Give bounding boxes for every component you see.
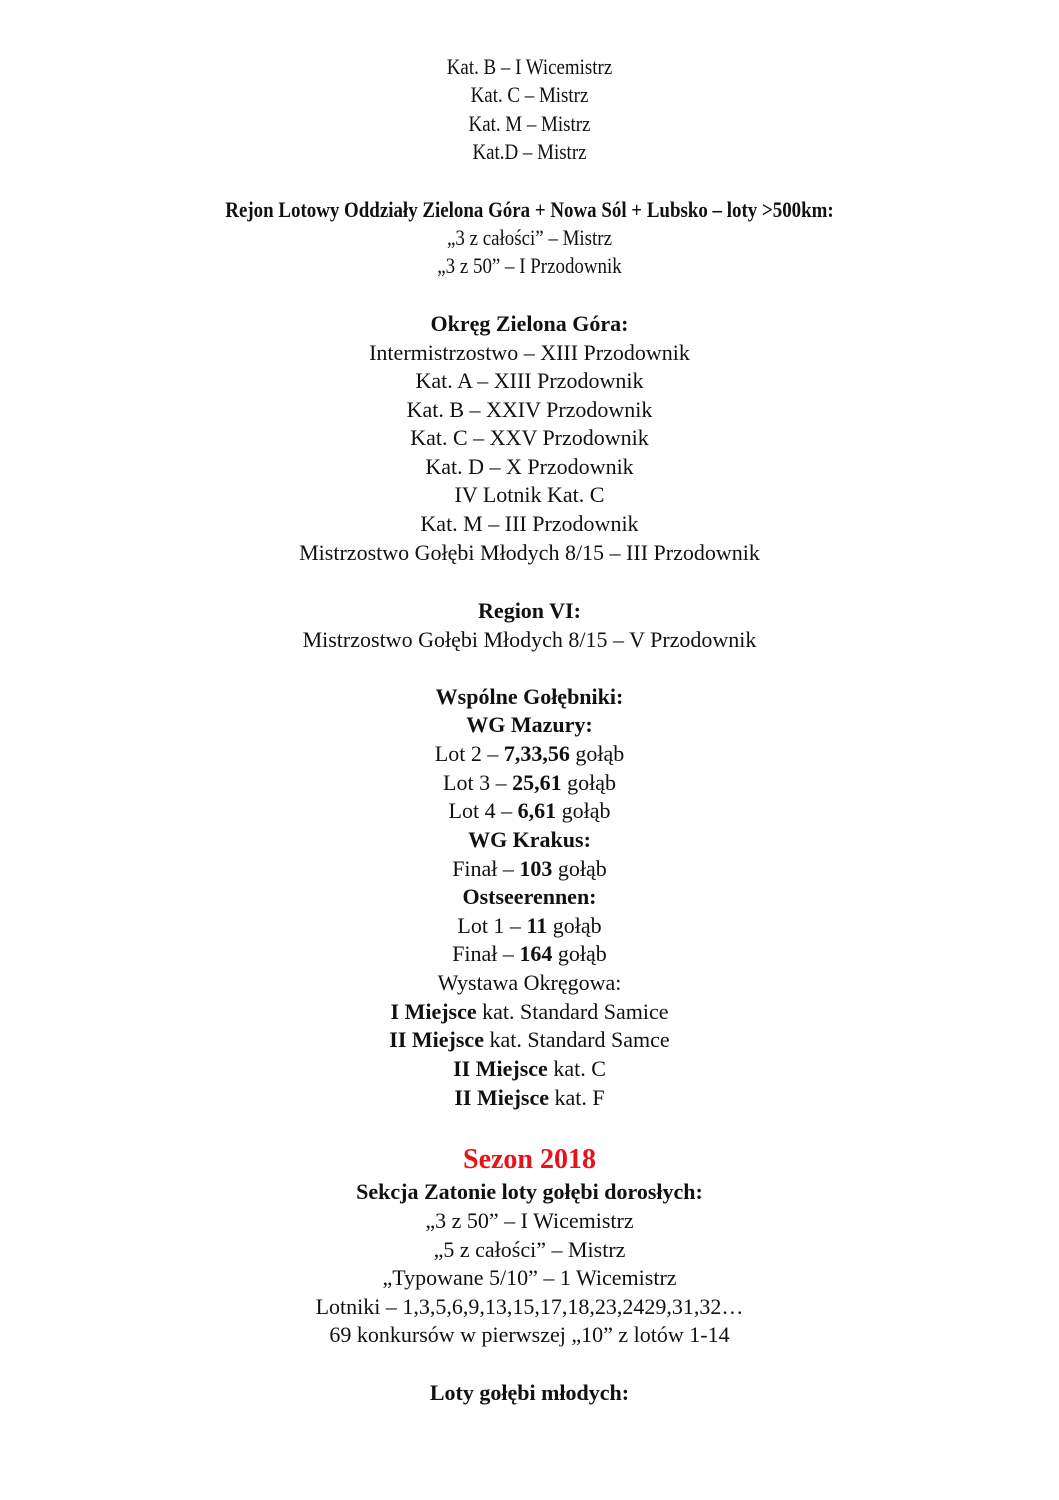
line-prefix: Lot 3 – — [443, 770, 513, 795]
pigeon-number: 11 — [526, 913, 548, 938]
result-line: „3 z 50” – I Przodownik — [437, 253, 622, 278]
line-suffix: gołąb — [547, 913, 602, 938]
result-line: Kat. D – X Przodownik — [425, 454, 634, 479]
award-category: kat. Standard Samice — [476, 999, 669, 1024]
result-line — [0, 740, 1059, 768]
result-line: „3 z 50” – I Wicemistrz — [425, 1208, 634, 1233]
subheading-wystawa: Wystawa Okręgowa: — [437, 970, 622, 995]
award-category: kat. Standard Samce — [483, 1027, 670, 1052]
line-suffix: gołąb — [569, 741, 625, 766]
result-line: IV Lotnik Kat. C — [454, 482, 605, 507]
section-heading-rejon: Rejon Lotowy Oddziały Zielona Góra + Nowa Sól + Lubsko – loty >500km: — [225, 197, 834, 222]
award-line — [0, 1026, 1059, 1054]
award-place: I Miejsce — [390, 999, 477, 1024]
result-line: Kat.D – Mistrz — [472, 139, 587, 164]
result-line: Kat. A – XIII Przodownik — [415, 368, 644, 393]
line-suffix: gołąb — [561, 770, 616, 795]
section-heading-mlode: Loty gołębi młodych: — [429, 1380, 630, 1405]
section-heading-sekcja: Sekcja Zatonie loty gołębi dorosłych: — [356, 1179, 703, 1204]
pigeon-number: 164 — [519, 941, 553, 966]
pigeon-number: 6,61 — [517, 798, 557, 823]
line-prefix: Lot 1 – — [457, 913, 527, 938]
result-line: 69 konkursów w pierwszej „10” z lotów 1-14 — [329, 1322, 730, 1347]
season-title: Sezon 2018 — [463, 1144, 596, 1175]
line-suffix: gołąb — [556, 798, 611, 823]
result-line — [0, 912, 1059, 940]
result-line: Kat. C – XXV Przodownik — [410, 425, 649, 450]
award-category: kat. C — [547, 1056, 606, 1081]
award-place: II Miejsce — [389, 1027, 484, 1052]
result-line: Kat. M – Mistrz — [468, 111, 591, 136]
result-line — [0, 940, 1059, 968]
result-line: Kat. B – XXIV Przodownik — [406, 397, 653, 422]
award-place: II Miejsce — [453, 1056, 548, 1081]
subheading-wg-mazury: WG Mazury: — [466, 712, 593, 737]
line-prefix: Finał – — [452, 941, 520, 966]
line-prefix: Finał – — [452, 856, 520, 881]
line-suffix: gołąb — [552, 856, 607, 881]
section-heading-okreg: Okręg Zielona Góra: — [430, 311, 629, 336]
result-line: Mistrzostwo Gołębi Młodych 8/15 – V Przodownik — [302, 627, 757, 652]
subheading-ostseerennen: Ostseerennen: — [462, 884, 597, 909]
result-line: Lotniki – 1,3,5,6,9,13,15,17,18,23,2429,31,32… — [315, 1294, 744, 1319]
award-line — [0, 1055, 1059, 1083]
result-line: Kat. C – Mistrz — [470, 82, 589, 107]
result-line: „5 z całości” – Mistrz — [433, 1237, 626, 1262]
result-line — [0, 855, 1059, 883]
pigeon-number: 7,33,56 — [503, 741, 570, 766]
award-place: II Miejsce — [454, 1085, 550, 1110]
section-heading-region: Region VI: — [478, 598, 581, 623]
award-line — [0, 1084, 1059, 1112]
result-line — [0, 797, 1059, 825]
line-suffix: gołąb — [552, 941, 607, 966]
pigeon-number: 25,61 — [512, 770, 562, 795]
result-line — [0, 769, 1059, 797]
section-heading-wspolne: Wspólne Gołębniki: — [435, 684, 624, 709]
result-line: „Typowane 5/10” – 1 Wicemistrz — [382, 1265, 677, 1290]
subheading-wg-krakus: WG Krakus: — [468, 827, 591, 852]
result-line: „3 z całości” – Mistrz — [447, 225, 612, 250]
award-category: kat. F — [549, 1085, 605, 1110]
pigeon-number: 103 — [519, 856, 553, 881]
line-prefix: Lot 4 – — [448, 798, 518, 823]
award-line — [0, 998, 1059, 1026]
result-line: Kat. B – I Wicemistrz — [446, 54, 613, 79]
result-line: Kat. M – III Przodownik — [420, 511, 639, 536]
result-line: Intermistrzostwo – XIII Przodownik — [369, 340, 690, 365]
line-prefix: Lot 2 – — [434, 741, 504, 766]
result-line: Mistrzostwo Gołębi Młodych 8/15 – III Przodownik — [299, 540, 760, 565]
